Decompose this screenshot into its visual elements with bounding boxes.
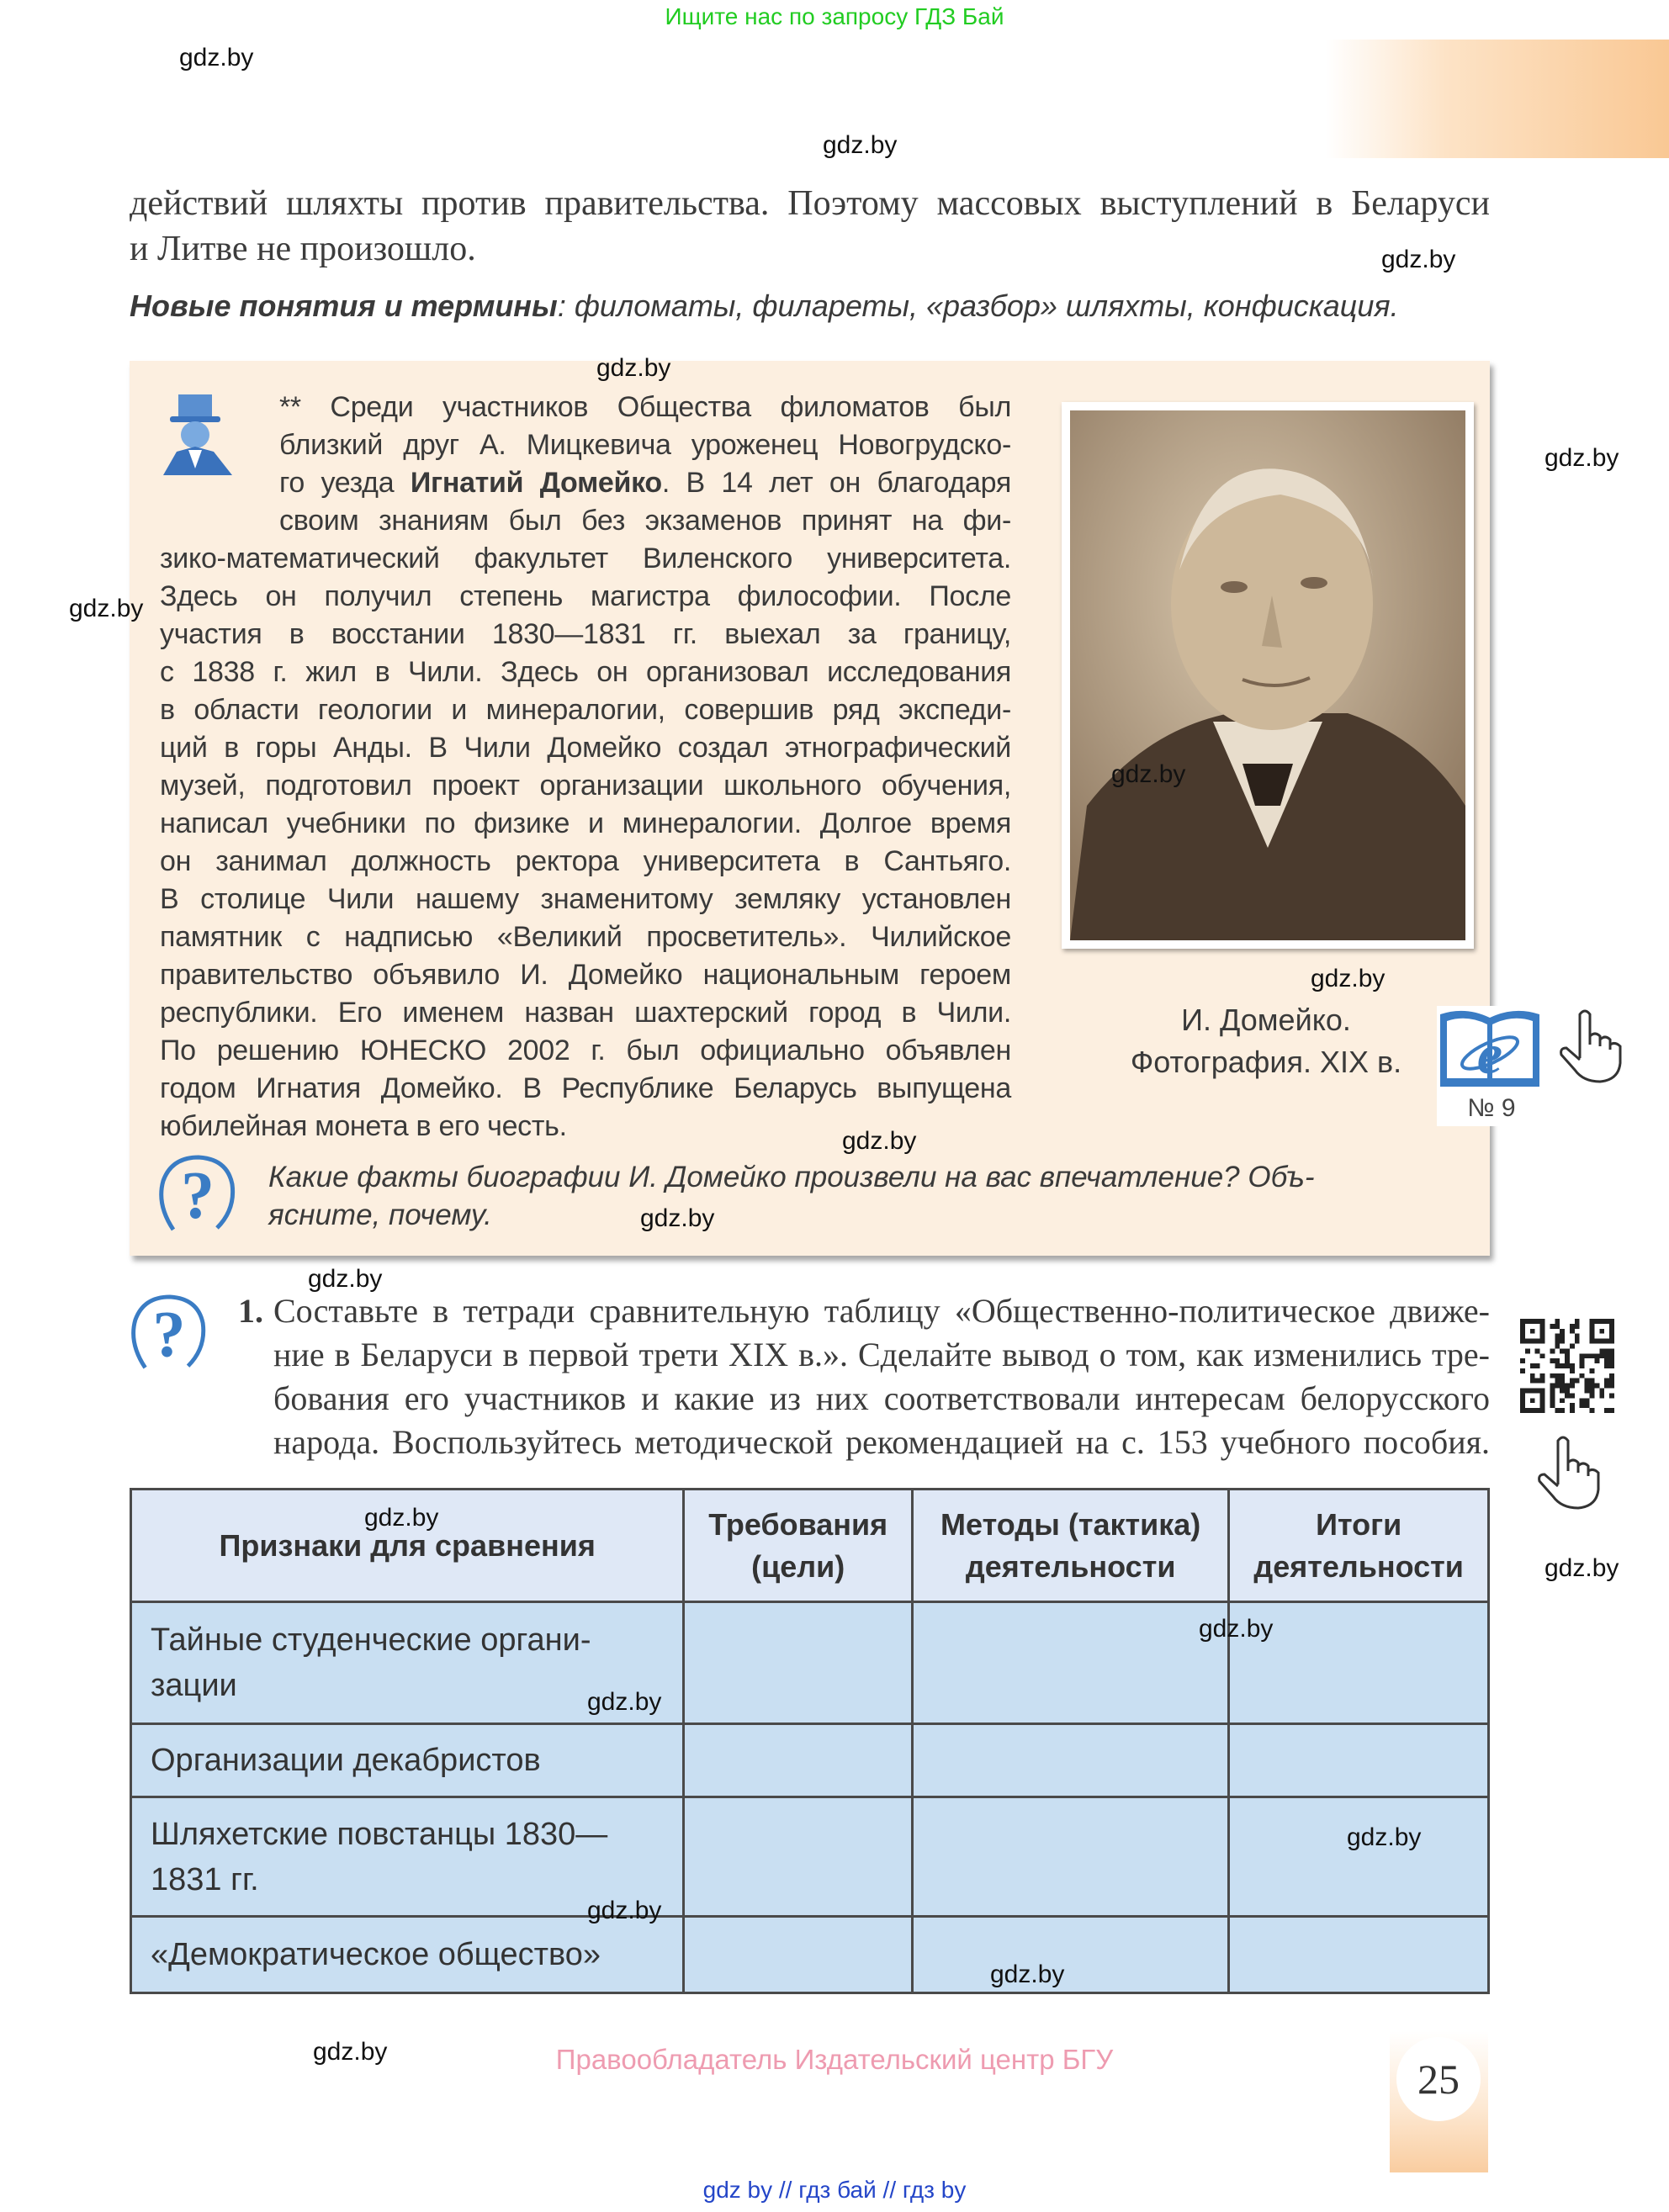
watermark: gdz.by <box>640 1204 715 1232</box>
footer-links[interactable]: gdz by // гдз бай // гдз by <box>702 2177 967 2203</box>
table-header-row <box>131 1490 1489 1602</box>
task-line: Составьте в тетради сравнительную таблицу «Общественно-политическое движе- <box>273 1292 1490 1330</box>
watermark: gdz.by <box>1381 246 1456 273</box>
ebook-link[interactable] <box>1437 1006 1546 1126</box>
terms-label: Новые понятия и термины <box>130 288 558 323</box>
watermark: gdz.by <box>990 1961 1065 1988</box>
watermark: gdz.by <box>823 131 898 159</box>
watermark: gdz.by <box>1544 1554 1619 1582</box>
question-line: ясните, почему. <box>268 1199 492 1231</box>
empty-cell <box>913 1724 1229 1797</box>
watermark: gdz.by <box>587 1688 662 1716</box>
empty-cell <box>1229 1724 1489 1797</box>
task-line: ние в Беларуси в первой трети XIX в.». Сделайте вывод о том, как изменились тре- <box>273 1336 1490 1373</box>
domeyko-photo <box>1062 402 1474 949</box>
empty-cell <box>1229 1797 1489 1917</box>
watermark: gdz.by <box>179 44 254 71</box>
hand-pointer-icon[interactable] <box>1534 1434 1607 1511</box>
infobox-line <box>279 467 1011 500</box>
task-number: 1. <box>238 1292 263 1330</box>
photo-caption-line: И. Домейко. <box>1181 1003 1351 1037</box>
infobox-line: он занимал должность ректора университета в Сантьяго. <box>160 845 1011 877</box>
empty-cell <box>913 1797 1229 1917</box>
empty-cell <box>684 1602 913 1724</box>
infobox-line: с 1838 г. жил в Чили. Здесь он организовал исследования <box>160 656 1011 688</box>
terms-text: : филоматы, филареты, «разбор» шляхты, конфискация. <box>557 288 1399 323</box>
infobox-line: зико-математический факультет Виленского университета. <box>160 542 1011 574</box>
header-cell: Методы (тактика) деятельности <box>913 1490 1229 1602</box>
header-cell: Признаки для сравнения <box>131 1490 684 1602</box>
page-number: 25 <box>1396 2037 1481 2121</box>
infobox-line: в области геологии и минералогии, совершив ряд экспеди- <box>160 694 1011 726</box>
corner-decoration <box>1326 40 1669 158</box>
ebook-icon <box>1437 1006 1543 1090</box>
watermark: gdz.by <box>1311 965 1386 992</box>
table-row <box>131 1797 1489 1917</box>
photo-caption-line: Фотография. XIX в. <box>1130 1045 1402 1079</box>
copyright-notice: Правообладатель Издательский центр БГУ <box>555 2044 1114 2075</box>
row-label-cell: Организации декабристов <box>131 1724 684 1797</box>
watermark: gdz.by <box>587 1897 662 1924</box>
row-label-cell: Тайные студенческие органи-зации <box>131 1602 684 1724</box>
intro-line: и Литве не произошло. <box>130 230 476 268</box>
search-hint: Ищите нас по запросу ГДЗ Бай <box>665 3 1004 29</box>
question-line: Какие факты биографии И. Домейко произвели на вас впечатление? Объ- <box>268 1161 1315 1193</box>
infobox-line: написал учебники по физике и минералогии. Долгое время <box>160 807 1011 839</box>
infobox-line: годом Игнатия Домейко. В Республике Беларусь выпущена <box>160 1072 1011 1104</box>
empty-cell <box>684 1917 913 1993</box>
qr-code-icon[interactable] <box>1519 1319 1615 1413</box>
bold-name: Игнатий Домейко <box>410 467 662 499</box>
new-terms <box>130 288 1399 324</box>
watermark: gdz.by <box>313 2038 388 2066</box>
infobox-line: республики. Его именем назван шахтерский город в Чили. <box>160 997 1011 1029</box>
empty-cell <box>913 1917 1229 1993</box>
row-label-cell: Шляхетские повстанцы 1830—1831 гг. <box>131 1797 684 1917</box>
watermark: gdz.by <box>1199 1615 1274 1643</box>
watermark: gdz.by <box>842 1127 917 1155</box>
watermark: gdz.by <box>1111 760 1186 788</box>
ebook-number: № 9 <box>1467 1094 1516 1122</box>
infobox-line: правительство объявило И. Домейко национальным героем <box>160 959 1011 991</box>
hand-pointer-icon[interactable] <box>1556 1008 1629 1085</box>
infobox-line: участия в восстании 1830—1831 гг. выехал за границу, <box>160 618 1011 650</box>
watermark: gdz.by <box>364 1504 439 1532</box>
empty-cell <box>684 1724 913 1797</box>
infobox-line: ций в горы Анды. В Чили Домейко создал этнографический <box>160 732 1011 764</box>
watermark: gdz.by <box>1347 1823 1422 1851</box>
task-line: народа. Воспользуйтесь методической рекомендацией на с. 153 учебного пособия. <box>273 1423 1490 1461</box>
empty-cell <box>1229 1917 1489 1993</box>
comparison-table <box>130 1488 1490 1994</box>
svg-text:e: e <box>1476 1022 1503 1086</box>
table-row <box>131 1724 1489 1797</box>
intro-line: действий шляхты против правительства. Поэтому массовых выступлений в Беларуси <box>130 184 1490 223</box>
infobox-line: памятник с надписью «Великий просветитель». Чилийское <box>160 921 1011 953</box>
row-label-cell: «Демократическое общество» <box>131 1917 684 1993</box>
watermark: gdz.by <box>1544 444 1619 472</box>
header-cell: Требования (цели) <box>684 1490 913 1602</box>
svg-text:?: ? <box>152 1297 186 1371</box>
watermark: gdz.by <box>69 595 144 622</box>
line-prefix: го уезда <box>279 467 411 499</box>
question-icon <box>156 1154 239 1236</box>
infobox-line: В столице Чили нашему знаменитому земляку установлен <box>160 883 1011 915</box>
line-rest: . В 14 лет он благодаря <box>661 467 1011 499</box>
person-top-hat-icon <box>160 391 236 475</box>
infobox-line: ** Среди участников Общества филоматов был <box>279 391 1011 423</box>
svg-text:?: ? <box>181 1159 215 1233</box>
watermark: gdz.by <box>596 354 671 382</box>
header-cell: Итоги деятельности <box>1229 1490 1489 1602</box>
task-line: бования его участников и какие из них соответствовали интересам белорусского <box>273 1379 1490 1417</box>
watermark: gdz.by <box>308 1265 383 1293</box>
empty-cell <box>913 1602 1229 1724</box>
question-icon <box>128 1294 210 1374</box>
infobox-line: юбилейная монета в его честь. <box>160 1110 567 1142</box>
table-row <box>131 1602 1489 1724</box>
empty-cell <box>684 1797 913 1917</box>
portrait-image <box>1070 410 1465 940</box>
infobox-line: По решению ЮНЕСКО 2002 г. был официально объявлен <box>160 1035 1011 1066</box>
infobox-line: музей, подготовил проект организации школьного обучения, <box>160 770 1011 802</box>
infobox-line: Здесь он получил степень магистра философии. После <box>160 580 1011 612</box>
infobox-line: близкий друг А. Мицкевича уроженец Новогрудско- <box>279 429 1011 461</box>
infobox-line: своим знаниям был без экзаменов принят на фи- <box>279 505 1011 537</box>
table-row <box>131 1917 1489 1993</box>
